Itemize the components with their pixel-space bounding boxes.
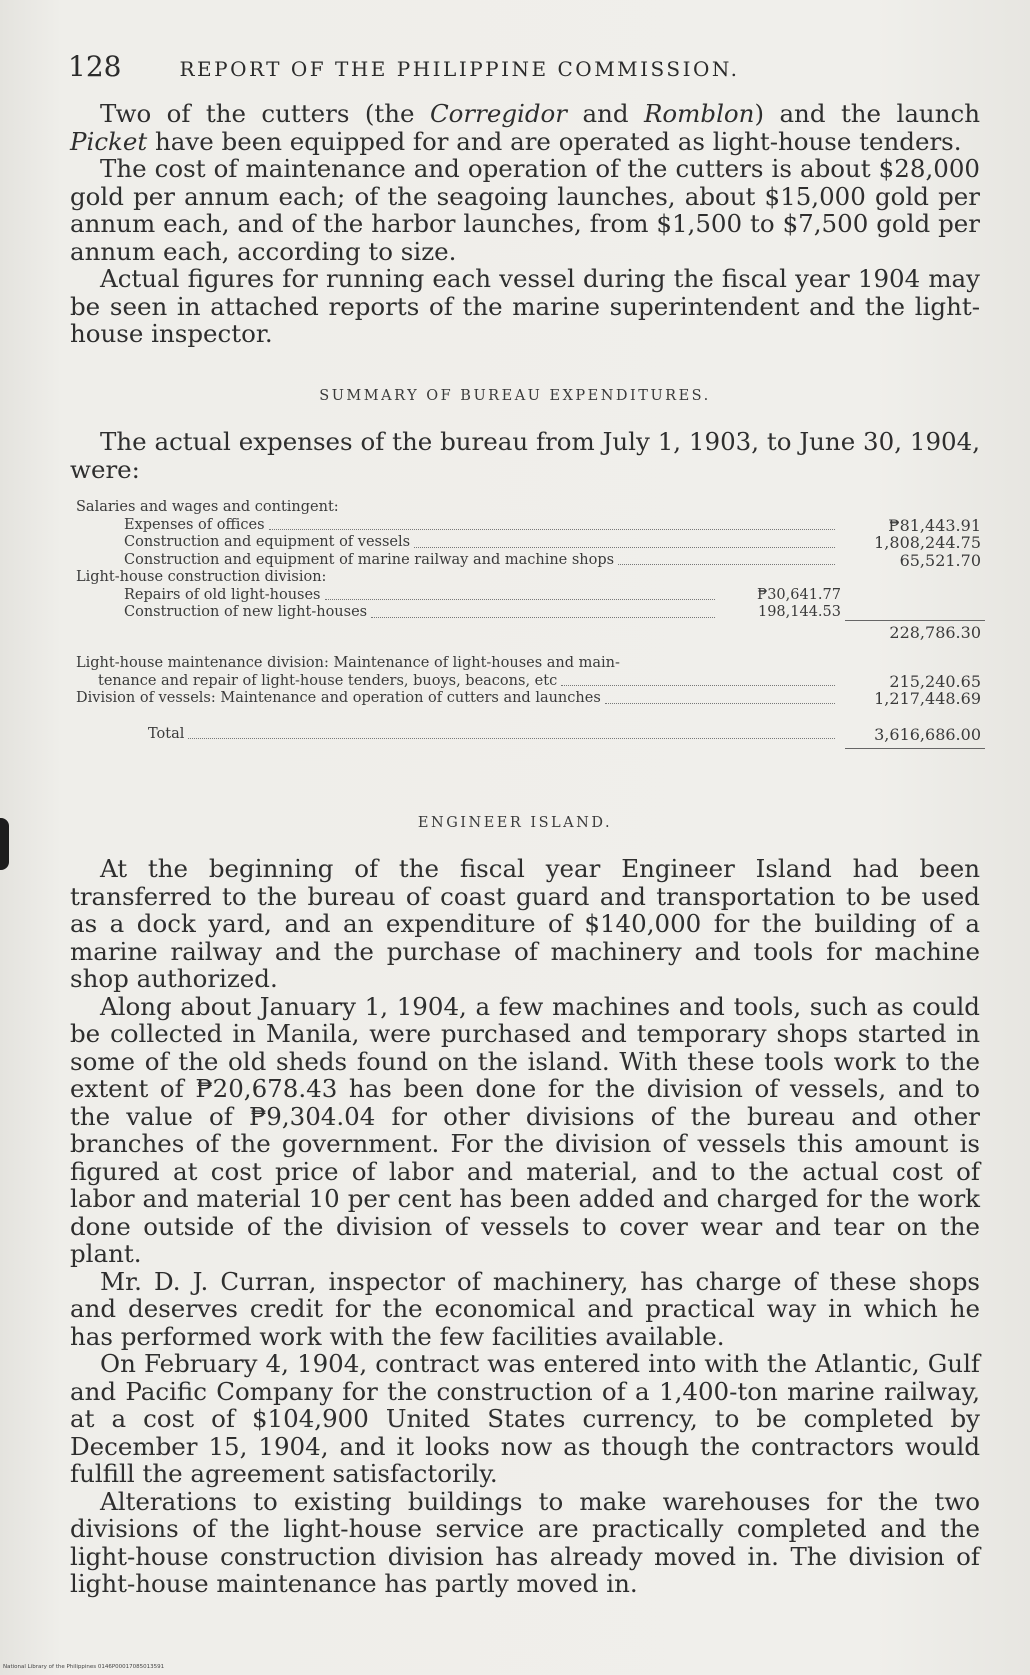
- vessel-name: Corregidor: [429, 99, 568, 128]
- ledger-amount: 1,808,244.75: [874, 533, 981, 552]
- ledger-rule: [845, 620, 985, 621]
- body-paragraph: At the beginning of the fiscal year Engineer Island had been transferred to the bureau of coast guard and transportation to be used as a dock yard, and an expenditure of $140,000 for the building of a marine railway and the purchase of machinery and tools for machine shop authorized.: [70, 854, 980, 993]
- ledger-group-heading: Light-house construction division:: [76, 569, 327, 585]
- ledger-total-row: Total 3,616,686.00: [148, 724, 981, 744]
- intro-paragraph-1: Two of the cutters (the Corregidor and Romblon) and the launch Picket have been equipped for and are operated as light-house tenders.: [70, 99, 980, 156]
- ledger-amount: ₱81,443.91: [888, 515, 981, 535]
- ledger-amount: 1,217,448.69: [874, 689, 981, 708]
- ledger-row: Construction and equipment of marine railway and machine shops 65,521.70: [124, 550, 981, 570]
- ledger-row-subtotal: [76, 624, 981, 642]
- body-paragraph: On February 4, 1904, contract was entered into with the Atlantic, Gulf and Pacific Company for the construction of a 1,400-ton marine railway, at a cost of $104,900 United States currency, to be completed by December 15, 1904, and it looks now as though the contractors would fulfill the agreement satisfactorily.: [70, 1349, 980, 1488]
- intro-paragraph-3: Actual figures for running each vessel during the fiscal year 1904 may be seen in attached reports of the marine superintendent and the light-house inspector.: [70, 264, 980, 348]
- ledger-row: Division of vessels: Maintenance and operation of cutters and launches 1,217,448.69: [76, 689, 981, 708]
- body-paragraph: Along about January 1, 1904, a few machines and tools, such as could be collected in Manila, were purchased and temporary shops started in some of the old sheds found on the island. With these tools work to the extent of ₱20,678.43 has been done for the division of vessels, and to the value of ₱9,304.04 for other divisions of the bureau and other branches of the government. For the division of vessels this amount is figured at cost price of labor and material, and to the actual cost of labor and material 10 per cent has been added and charged for the work done outside of the division of vessels to cover wear and tear on the plant.: [70, 991, 980, 1268]
- engineer-island-text: [70, 855, 980, 1598]
- body-paragraph: Mr. D. J. Curran, inspector of machinery, has charge of these shops and deserves credit for the economical and practical way in which he has performed work with the few facilities available.: [70, 1266, 980, 1351]
- page-header: [68, 50, 948, 83]
- ledger-total-amount: 3,616,686.00: [874, 724, 981, 744]
- ledger-amount: 215,240.65: [889, 671, 981, 691]
- ledger-row: Construction of new light-houses 198,144.53: [124, 604, 841, 620]
- ledger-subamount: 198,144.53: [757, 604, 841, 620]
- vessel-name: Picket: [70, 126, 148, 156]
- engineer-island-heading: ENGINEER ISLAND.: [417, 815, 613, 831]
- summary-heading: SUMMARY OF BUREAU EXPENDITURES.: [319, 388, 711, 404]
- intro-paragraph-2: The cost of maintenance and operation of the cutters is about $28,000 gold per annum each; of the seagoing launches, about $15,000 gold per annum each, and of the harbor launches, from $1,500 to $7,500 gold per annum each, according to size.: [70, 154, 980, 266]
- ledger-group-heading: Salaries and wages and contingent:: [76, 499, 339, 515]
- ledger-row: Construction and equipment of vessels 1,808,244.75: [124, 533, 981, 552]
- intro-text: [70, 100, 980, 348]
- ledger-row: tenance and repair of light-house tenders, buoys, beacons, etc 215,240.65: [98, 671, 981, 691]
- ledger-rule: [845, 748, 985, 749]
- page-number: 128: [68, 50, 122, 83]
- summary-intro: The actual expenses of the bureau from July 1, 1903, to June 30, 1904, were:: [70, 427, 980, 484]
- vessel-name: Romblon: [643, 99, 755, 128]
- ledger-amount: 65,521.70: [899, 550, 981, 570]
- ledger-row: Expenses of offices ₱81,443.91: [124, 515, 981, 535]
- running-title: REPORT OF THE PHILIPPINE COMMISSION.: [179, 57, 740, 81]
- body-paragraph: Alterations to existing buildings to make warehouses for the two divisions of the light-house service are practically completed and the light-house construction division has already moved in. The division of light-house maintenance has partly moved in.: [70, 1486, 980, 1598]
- scan-credit: National Library of the Philippines 0146P00017085013591: [3, 1664, 165, 1670]
- ledger-amount: 228,786.30: [889, 622, 981, 642]
- ledger-row: Repairs of old light-houses ₱30,641.77: [124, 586, 841, 603]
- ledger-row: Light-house maintenance division: Maintenance of light-houses and main-: [76, 655, 620, 671]
- expenditure-table: [76, 499, 981, 743]
- ledger-subamount: ₱30,641.77: [756, 586, 841, 603]
